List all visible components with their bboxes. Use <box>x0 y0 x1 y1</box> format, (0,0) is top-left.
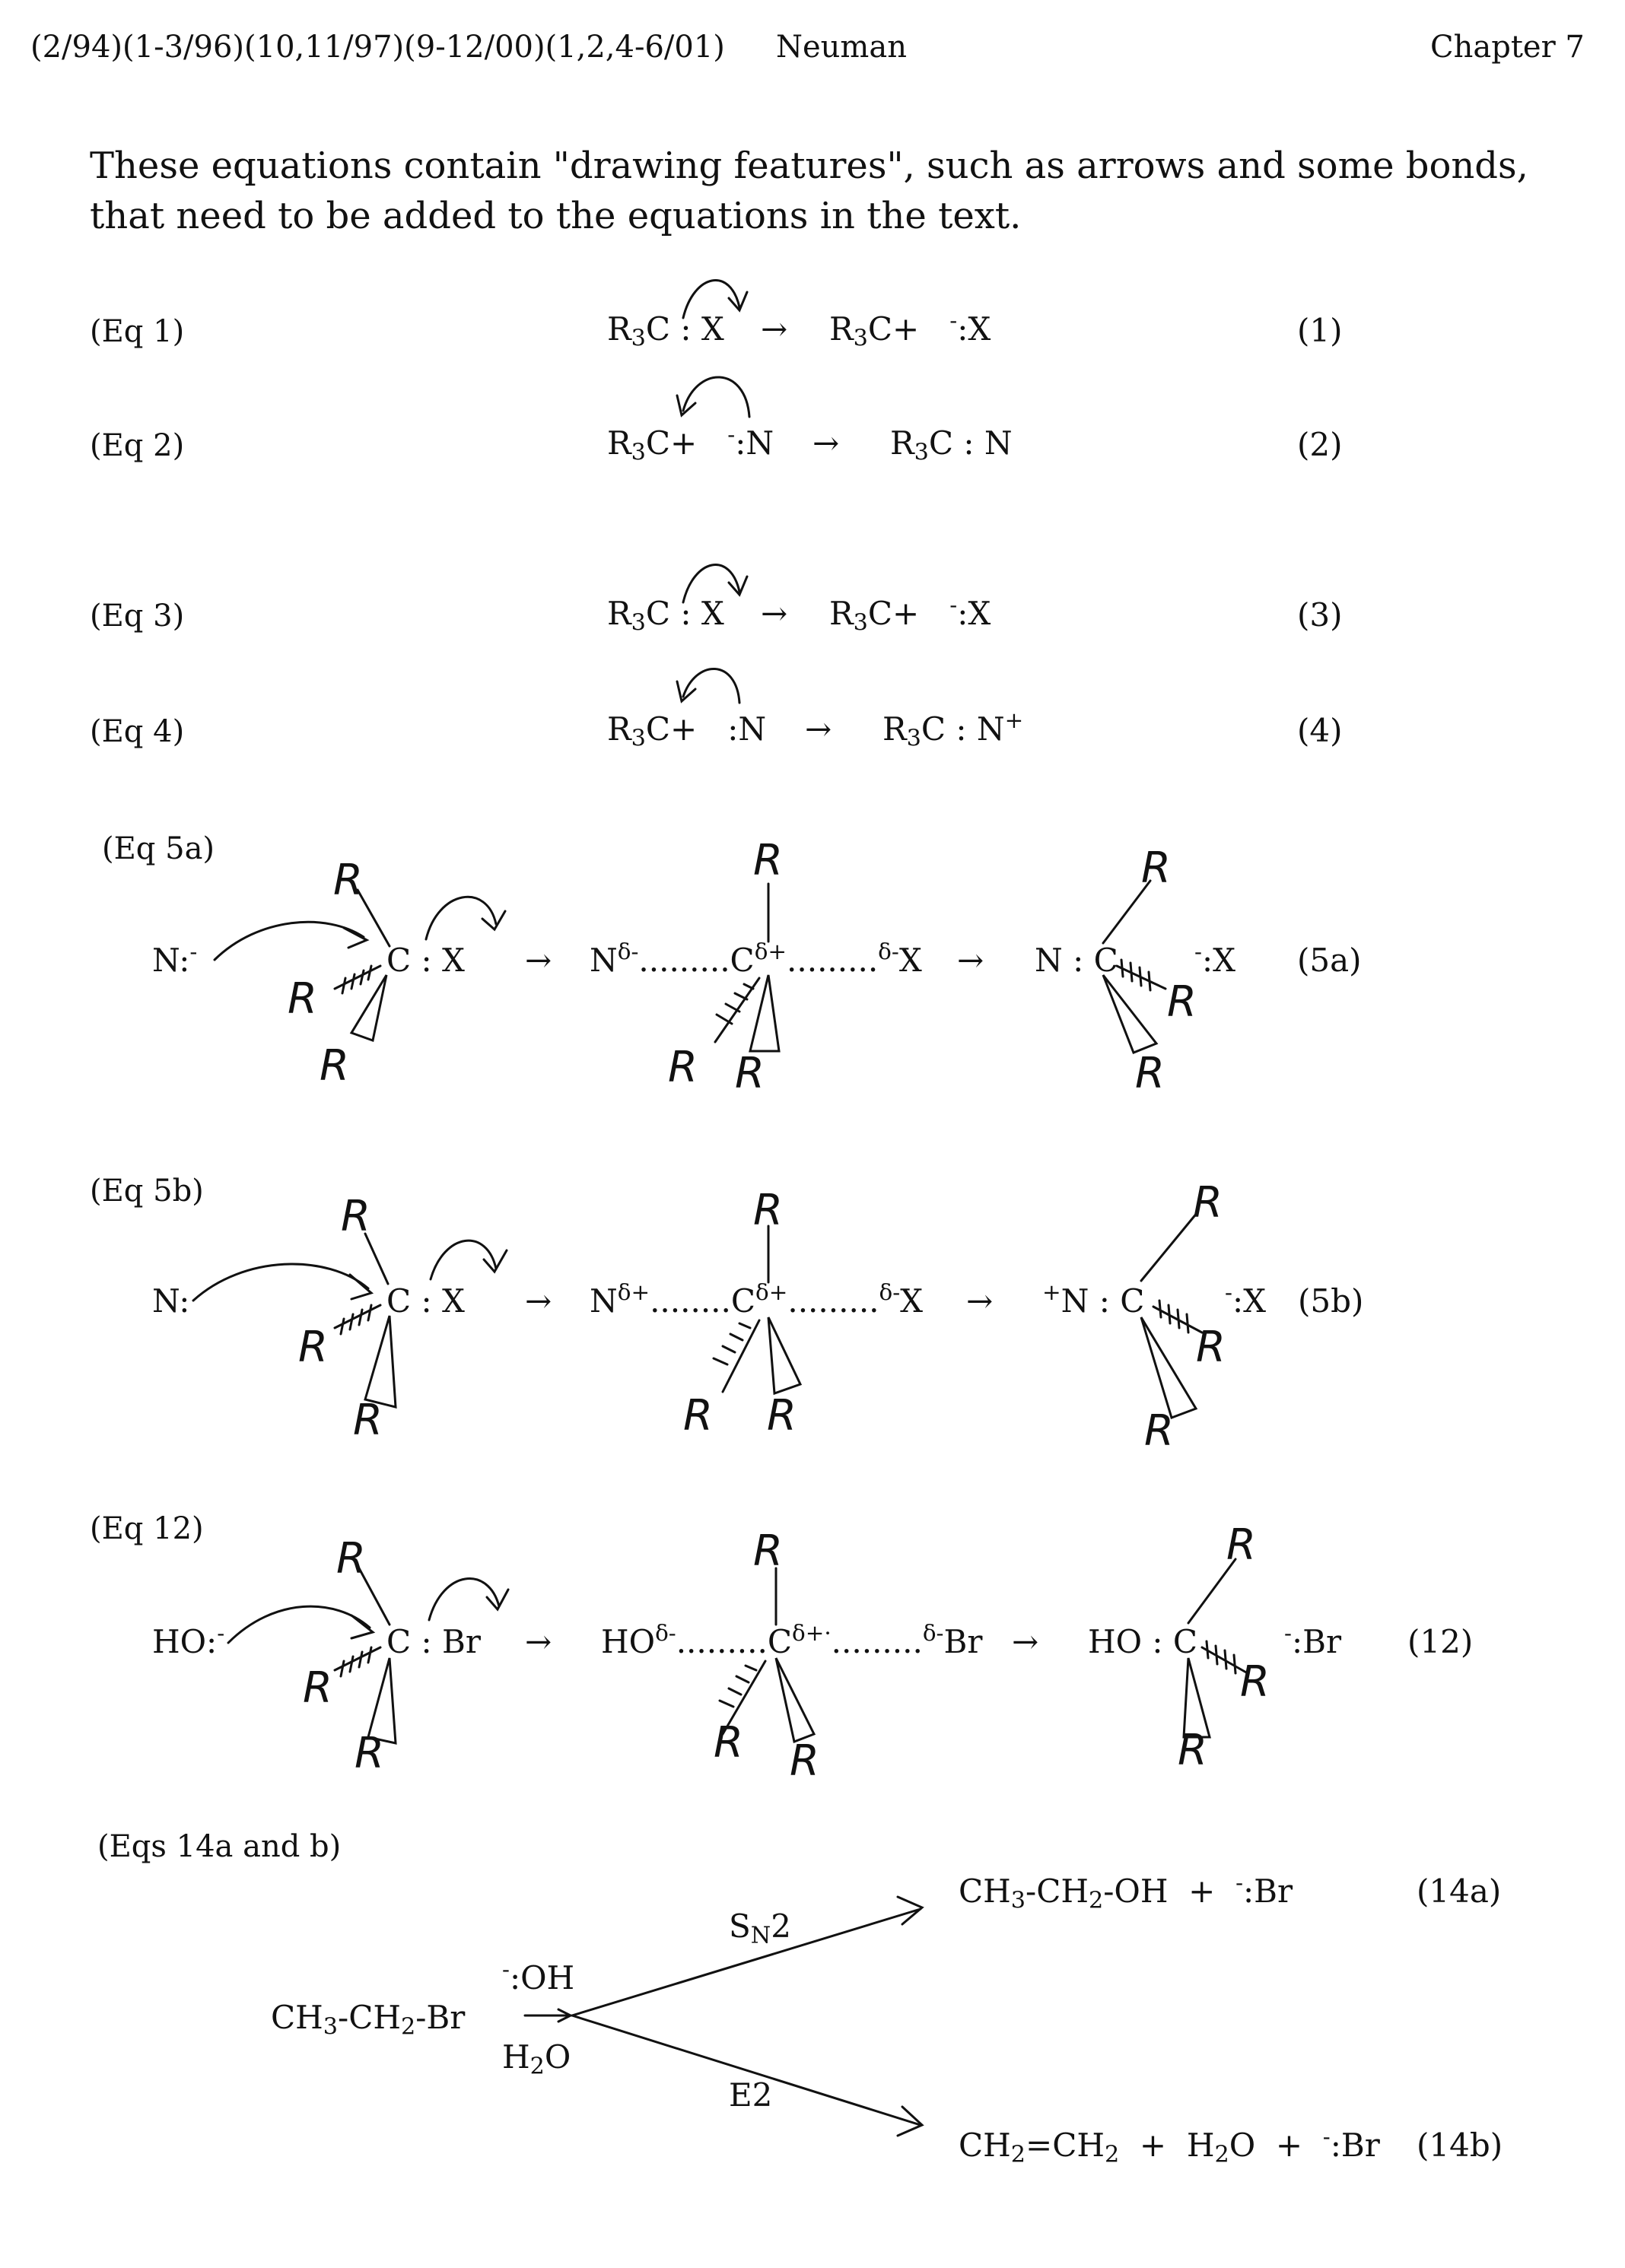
eq2-reactant: $R_3C+$ -:N <box>607 421 774 466</box>
eq5a-r-left: R <box>288 974 317 1024</box>
eq5b-leaving-group: -:X <box>1225 1279 1266 1320</box>
header-chapter: Chapter 7 <box>1430 30 1585 65</box>
eq5a-prod-r-top: R <box>1141 843 1171 893</box>
eq14-product-a: $CH_3-CH_2-OH$ + -:Br <box>959 1869 1293 1914</box>
eq5b-prod-wedge <box>1141 1317 1196 1418</box>
eq12-prod-bond-up <box>1188 1559 1235 1623</box>
eq12-prod-hash <box>1202 1641 1248 1673</box>
eq12-hash <box>335 1647 380 1676</box>
eq12-ts-r-right: R <box>790 1736 819 1786</box>
eq5a-prod-hash <box>1117 960 1165 990</box>
eq12-prod-r-top: R <box>1226 1520 1256 1570</box>
eq5b-label: (Eq 5b) <box>90 1174 204 1209</box>
eq12-label: (Eq 12) <box>90 1511 204 1546</box>
eq4-number: (4) <box>1297 712 1343 749</box>
eq5b-r-left: R <box>298 1323 328 1372</box>
eq5a-ts-r-left: R <box>668 1043 698 1092</box>
eq4-arrowhead <box>677 681 695 701</box>
eq5a-product: N : C <box>1035 942 1118 979</box>
eq12-bond-up <box>359 1568 390 1625</box>
eq12-transition-state: $HO^{\delta-}.........C^{\delta+\cdot}.........^{\delta-}Br$ <box>601 1619 983 1660</box>
eq12-lg-arrowhead <box>487 1590 508 1609</box>
header-dates: (2/94)(1-3/96)(10,11/97)(9-12/00)(1,2,4-6/01) <box>30 30 725 65</box>
eq5b-nucleophile: N: <box>152 1282 190 1320</box>
eq5b-hash <box>335 1305 380 1334</box>
eq12-product: HO : C <box>1088 1623 1198 1660</box>
eq5a-substrate: C : X <box>386 942 465 979</box>
eq5b-ts-r-top: R <box>753 1186 783 1235</box>
eq12-substrate: C : Br <box>386 1623 481 1660</box>
eq4-label: (Eq 4) <box>90 714 185 749</box>
eq5a-prod-bond-up <box>1103 881 1150 943</box>
eq5a-arrow2: → <box>957 942 984 979</box>
eq12-prod-r-right: R <box>1240 1657 1270 1707</box>
eq1-label: (Eq 1) <box>90 314 185 349</box>
eq4-arrow: → <box>805 710 832 748</box>
intro-paragraph: These equations contain "drawing features", such as arrows and some bonds, that need to be added to the equations in the text. <box>90 145 1528 237</box>
eq5a-number: (5a) <box>1297 942 1362 979</box>
eq5a-nuc-arrow <box>215 922 364 960</box>
eq2-arrow: → <box>813 424 840 462</box>
eq5a-r-bottom: R <box>320 1041 349 1091</box>
eq12-prod-wedge <box>1184 1658 1210 1737</box>
eq5b-nuc-arrow <box>193 1264 368 1301</box>
eq1-arrowhead <box>729 292 747 310</box>
eq12-arrow2: → <box>1012 1623 1039 1660</box>
eq5b-lg-arrow <box>431 1240 496 1279</box>
eq5a-lg-arrowhead <box>482 911 505 929</box>
eq12-number: (12) <box>1407 1623 1474 1660</box>
eq5b-transition-state: $N^{\delta+}........C^{\delta+}.........^{\delta-}X$ <box>590 1279 924 1320</box>
eq5b-prod-bond-up <box>1141 1212 1197 1281</box>
eq5b-product: +N : C <box>1042 1279 1145 1320</box>
eq2-product: $R_3C$ : N <box>890 424 1013 466</box>
eq5b-ts-r-left: R <box>683 1391 713 1441</box>
eq14a-number: (14a) <box>1417 1873 1502 1910</box>
eq12-ts-hash <box>720 1661 765 1734</box>
eq12-r-top: R <box>336 1534 366 1583</box>
eq3-number: (3) <box>1297 596 1343 634</box>
eq3-arrowhead <box>729 577 747 595</box>
header-author: Neuman <box>776 30 907 65</box>
eq5a-lg-arrow <box>426 897 496 939</box>
eq4-product: $R_3C$ : N+ <box>882 707 1024 752</box>
eq1-product: $R_3C+$ -:X <box>829 307 991 352</box>
eq2-curved-arrow <box>683 377 749 417</box>
eq5a-label: (Eq 5a) <box>102 831 215 866</box>
eq2-number: (2) <box>1297 426 1343 463</box>
eq14-label: (Eqs 14a and b) <box>97 1829 342 1864</box>
eq5a-ts-r-right: R <box>735 1049 765 1098</box>
eq12-ts-r-left: R <box>714 1718 743 1768</box>
eq5b-lg-arrowhead <box>484 1250 507 1272</box>
eq5a-hash <box>335 966 380 993</box>
eq12-ts-r-top: R <box>753 1526 783 1576</box>
eq2-label: (Eq 2) <box>90 428 185 463</box>
eq5b-prod-r-top: R <box>1193 1178 1223 1228</box>
eq14-sn2-label: $S_N2$ <box>729 1907 791 1949</box>
eq5b-ts-hash <box>714 1320 759 1392</box>
eq5a-ts-hash <box>715 978 759 1042</box>
eq5a-arrow1: → <box>525 942 552 979</box>
eq5b-bond-up <box>365 1234 388 1284</box>
eq12-wedge <box>368 1658 396 1743</box>
eq5b-prod-r-right: R <box>1196 1323 1226 1372</box>
eq12-ts-wedge <box>776 1658 814 1742</box>
eq14b-number: (14b) <box>1417 2127 1503 2164</box>
eq5b-r-bottom: R <box>353 1396 383 1445</box>
eq12-nuc-arrowhead <box>351 1615 373 1638</box>
eq12-nuc-arrow <box>228 1606 370 1643</box>
eq2-arrowhead <box>677 395 695 415</box>
eq5b-arrow1: → <box>525 1282 552 1320</box>
eq14-e2-arrowhead <box>898 2107 922 2136</box>
eq5a-wedge <box>351 975 386 1040</box>
eq5a-prod-r-right: R <box>1167 977 1197 1027</box>
eq14-e2-label: E2 <box>729 2076 773 2114</box>
eq12-leaving-group: -:Br <box>1284 1619 1342 1660</box>
eq4-curved-arrow <box>683 669 739 703</box>
eq5a-ts-r-top: R <box>753 836 783 885</box>
eq5a-r-top: R <box>333 856 363 905</box>
eq5a-leaving-group: -:X <box>1194 938 1235 979</box>
eq14-reactant: $CH_3-CH_2-Br$ <box>271 1999 466 2041</box>
eq5a-bond-up <box>358 890 390 946</box>
eq5a-transition-state: $N^{\delta-}.........C^{\delta+}.........^{\delta-}X$ <box>590 938 922 979</box>
eq5a-nuc-arrowhead <box>344 928 367 948</box>
eq5b-prod-r-bottom: R <box>1144 1406 1174 1456</box>
eq1-reactant: $R_3C$ : X <box>607 310 724 352</box>
eq3-product: $R_3C+$ -:X <box>829 591 991 637</box>
eq5b-ts-r-right: R <box>767 1391 797 1441</box>
eq5a-ts-wedge <box>750 975 779 1051</box>
eq14-reagent: -:OH <box>502 1955 575 1996</box>
eq5b-ts-wedge <box>768 1317 800 1393</box>
eq12-r-left: R <box>303 1663 332 1713</box>
eq12-nucleophile: HO:- <box>152 1619 225 1660</box>
eq3-label: (Eq 3) <box>90 599 185 634</box>
eq5a-prod-r-bottom: R <box>1135 1049 1165 1098</box>
eq5b-prod-hash <box>1153 1301 1202 1333</box>
eq14-solvent: $H_2O$ <box>502 2038 571 2080</box>
eq1-arrow: → <box>761 310 788 348</box>
eq1-number: (1) <box>1297 312 1343 349</box>
eq3-arrow: → <box>761 595 788 632</box>
eq5a-nucleophile: N:- <box>152 938 198 979</box>
eq5b-wedge <box>365 1316 396 1407</box>
eq5b-substrate: C : X <box>386 1282 465 1320</box>
eq5b-arrow2: → <box>966 1282 994 1320</box>
eq5b-r-top: R <box>341 1192 370 1241</box>
eq3-reactant: $R_3C$ : X <box>607 595 724 637</box>
eq12-arrow1: → <box>525 1623 552 1660</box>
eq12-r-bottom: R <box>355 1729 384 1778</box>
eq12-lg-arrow <box>429 1579 499 1620</box>
eq14-sn2-arrowhead <box>898 1897 922 1924</box>
eq14-product-b: $CH_2=CH_2 + H_2O$ + -:Br <box>959 2123 1380 2168</box>
eq12-prod-r-bottom: R <box>1178 1726 1207 1775</box>
eq4-reactant: $R_3C+$ :N <box>607 710 767 752</box>
eq5b-number: (5b) <box>1298 1282 1364 1320</box>
eq5b-nuc-arrowhead <box>350 1275 371 1299</box>
eq14-reagent-arrowhead <box>558 2009 571 2022</box>
eq5a-prod-wedge <box>1103 975 1156 1053</box>
